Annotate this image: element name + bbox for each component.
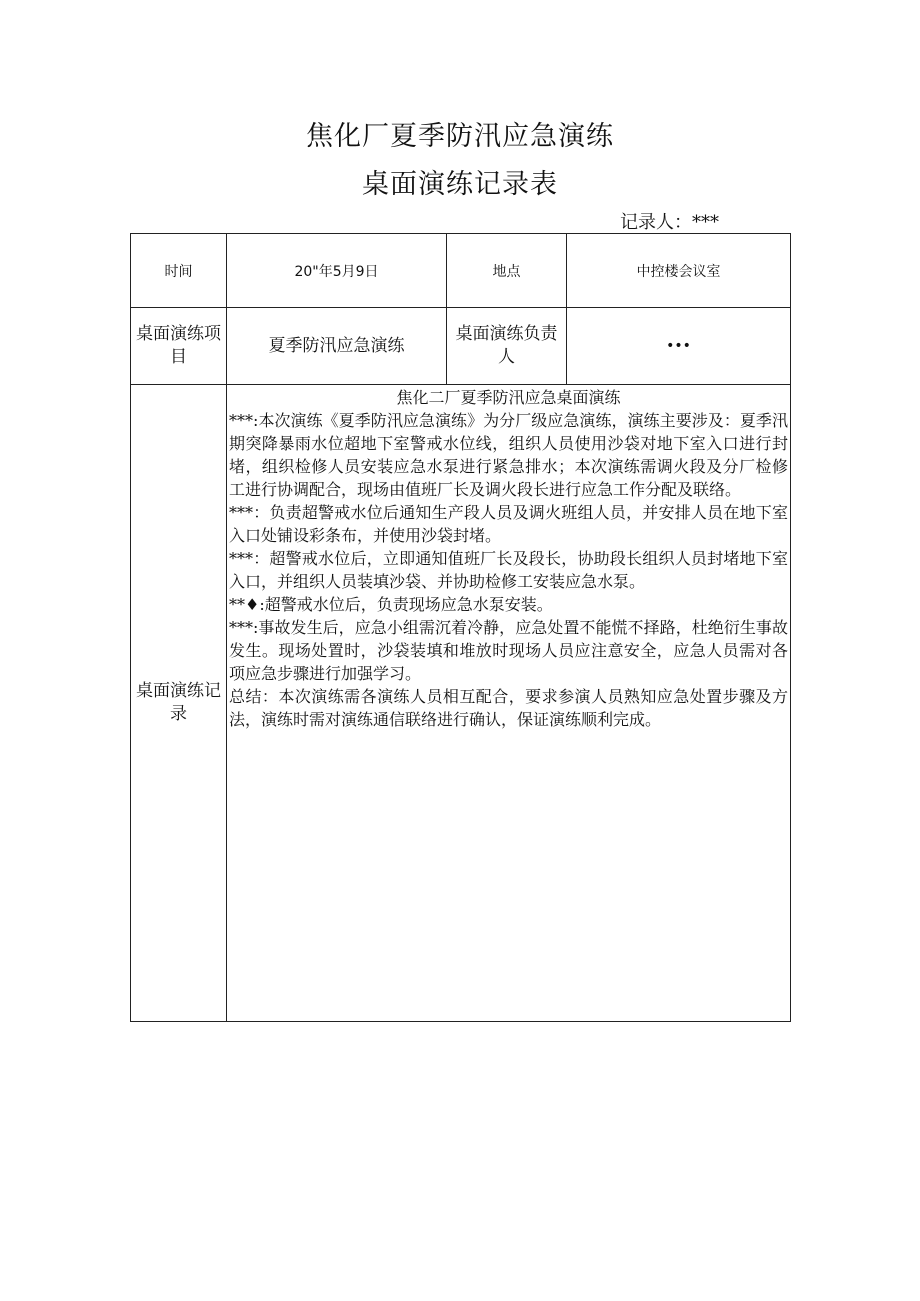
record-paragraph: ***:本次演练《夏季防汛应急演练》为分厂级应急演练，演练主要涉及：夏季汛期突降暴雨水位超地下室警戒水位线，组织人员使用沙袋对地下室入口进行封堵，组织检修人员安装应急水泵进行紧急排水；本次演练需调火段及分厂检修工进行协调配合，现场由值班厂长及调火段长进行应急工作分配及联络。 — [229, 411, 788, 499]
project-value: 夏季防汛应急演练 — [227, 308, 447, 385]
document-title-line1: 焦化厂夏季防汛应急演练 — [306, 121, 614, 152]
place-label: 地点 — [447, 234, 567, 308]
record-paragraph: **♦:超警戒水位后，负责现场应急水泵安装。 — [229, 595, 553, 614]
drill-record-table — [130, 233, 791, 1022]
leader-label-cell — [447, 308, 567, 385]
time-value: 20"年5月9日 — [227, 234, 447, 308]
time-label: 时间 — [131, 234, 227, 308]
project-label-cell — [131, 308, 227, 385]
leader-value: ••• — [567, 308, 791, 385]
place-value: 中控楼会议室 — [567, 234, 791, 308]
recorder-label: 记录人：*** — [620, 212, 719, 233]
project-label: 桌面演练项目 — [136, 324, 221, 367]
document-title-line2: 桌面演练记录表 — [362, 169, 558, 200]
leader-label: 桌面演练负责人 — [455, 324, 558, 367]
table-row-record — [131, 385, 791, 1022]
record-label: 桌面演练记录 — [136, 681, 221, 724]
record-content — [227, 385, 791, 1022]
record-paragraph: ***：超警戒水位后，立即通知值班厂长及段长，协助段长组织人员封堵地下室入口，并组织人员装填沙袋、并协助检修工安装应急水泵。 — [229, 549, 788, 591]
table-row-project-leader — [131, 308, 791, 385]
record-paragraph: ***:事故发生后，应急小组需沉着冷静，应急处置不能慌不择路，杜绝衍生事故发生。现场处置时，沙袋装填和堆放时现场人员应注意安全，应急人员需对各项应急步骤进行加强学习。 — [229, 618, 788, 683]
record-paragraph: ***：负责超警戒水位后通知生产段人员及调火班组人员，并安排人员在地下室入口处铺设彩条布，并使用沙袋封堵。 — [229, 503, 788, 545]
record-content-title: 焦化二厂夏季防汛应急桌面演练 — [396, 388, 621, 407]
table-row-time-place — [131, 234, 791, 308]
record-label-cell — [131, 385, 227, 1022]
record-paragraph: 总结：本次演练需各演练人员相互配合，要求参演人员熟知应急处置步骤及方法，演练时需对演练通信联络进行确认，保证演练顺利完成。 — [229, 687, 788, 729]
